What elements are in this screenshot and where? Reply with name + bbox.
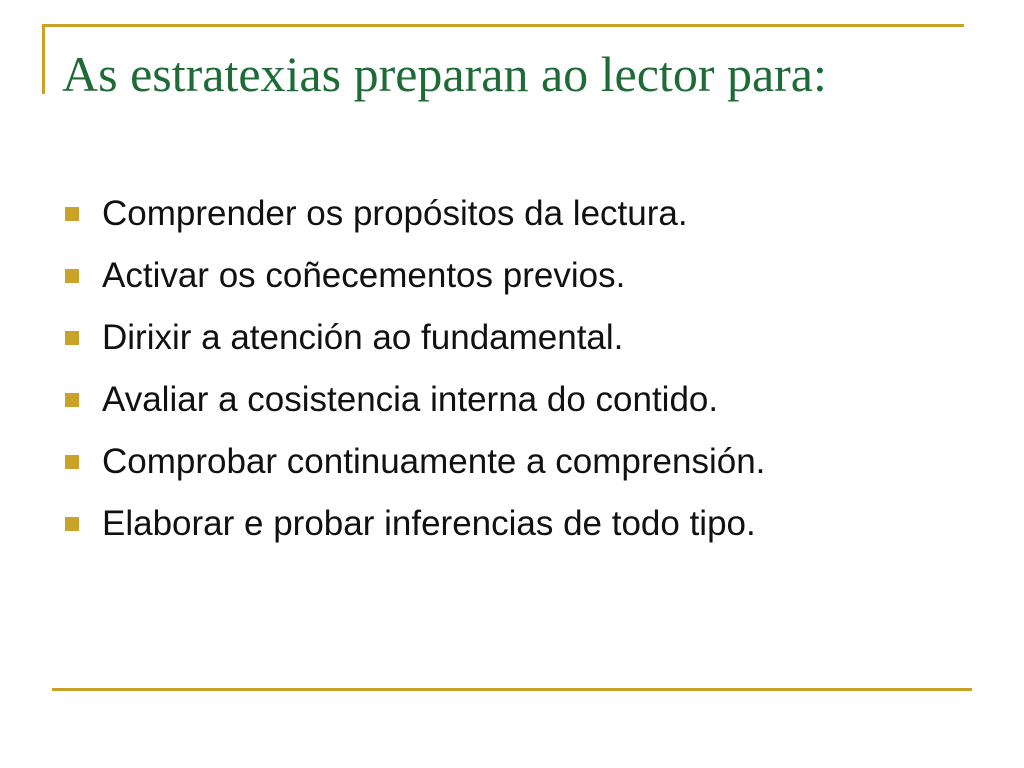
bullet-item	[62, 496, 765, 558]
bullet-item	[62, 248, 765, 310]
bullet-item	[62, 310, 765, 372]
frame-bottom-rule	[52, 688, 972, 691]
bullet-text: Comprobar continuamente a comprensión.	[102, 442, 766, 481]
bullet-item	[62, 186, 765, 248]
bullet-text: Elaborar e probar inferencias de todo tipo.	[102, 504, 756, 543]
frame-top-rule	[42, 24, 964, 27]
bullet-item	[62, 372, 765, 434]
square-bullet-icon	[65, 393, 79, 407]
square-bullet-icon	[65, 269, 79, 283]
square-bullet-icon	[65, 455, 79, 469]
bullet-list	[62, 186, 765, 558]
bullet-item	[62, 434, 765, 496]
slide-title: As estratexias preparan ao lector para:	[62, 46, 827, 102]
bullet-text: Avaliar a cosistencia interna do contido.	[102, 380, 719, 419]
bullet-text: Comprender os propósitos da lectura.	[102, 194, 688, 233]
square-bullet-icon	[65, 207, 79, 221]
square-bullet-icon	[65, 331, 79, 345]
frame-left-rule	[42, 24, 45, 94]
square-bullet-icon	[65, 517, 79, 531]
bullet-text: Activar os coñecementos previos.	[102, 256, 626, 295]
bullet-text: Dirixir a atención ao fundamental.	[102, 318, 624, 357]
